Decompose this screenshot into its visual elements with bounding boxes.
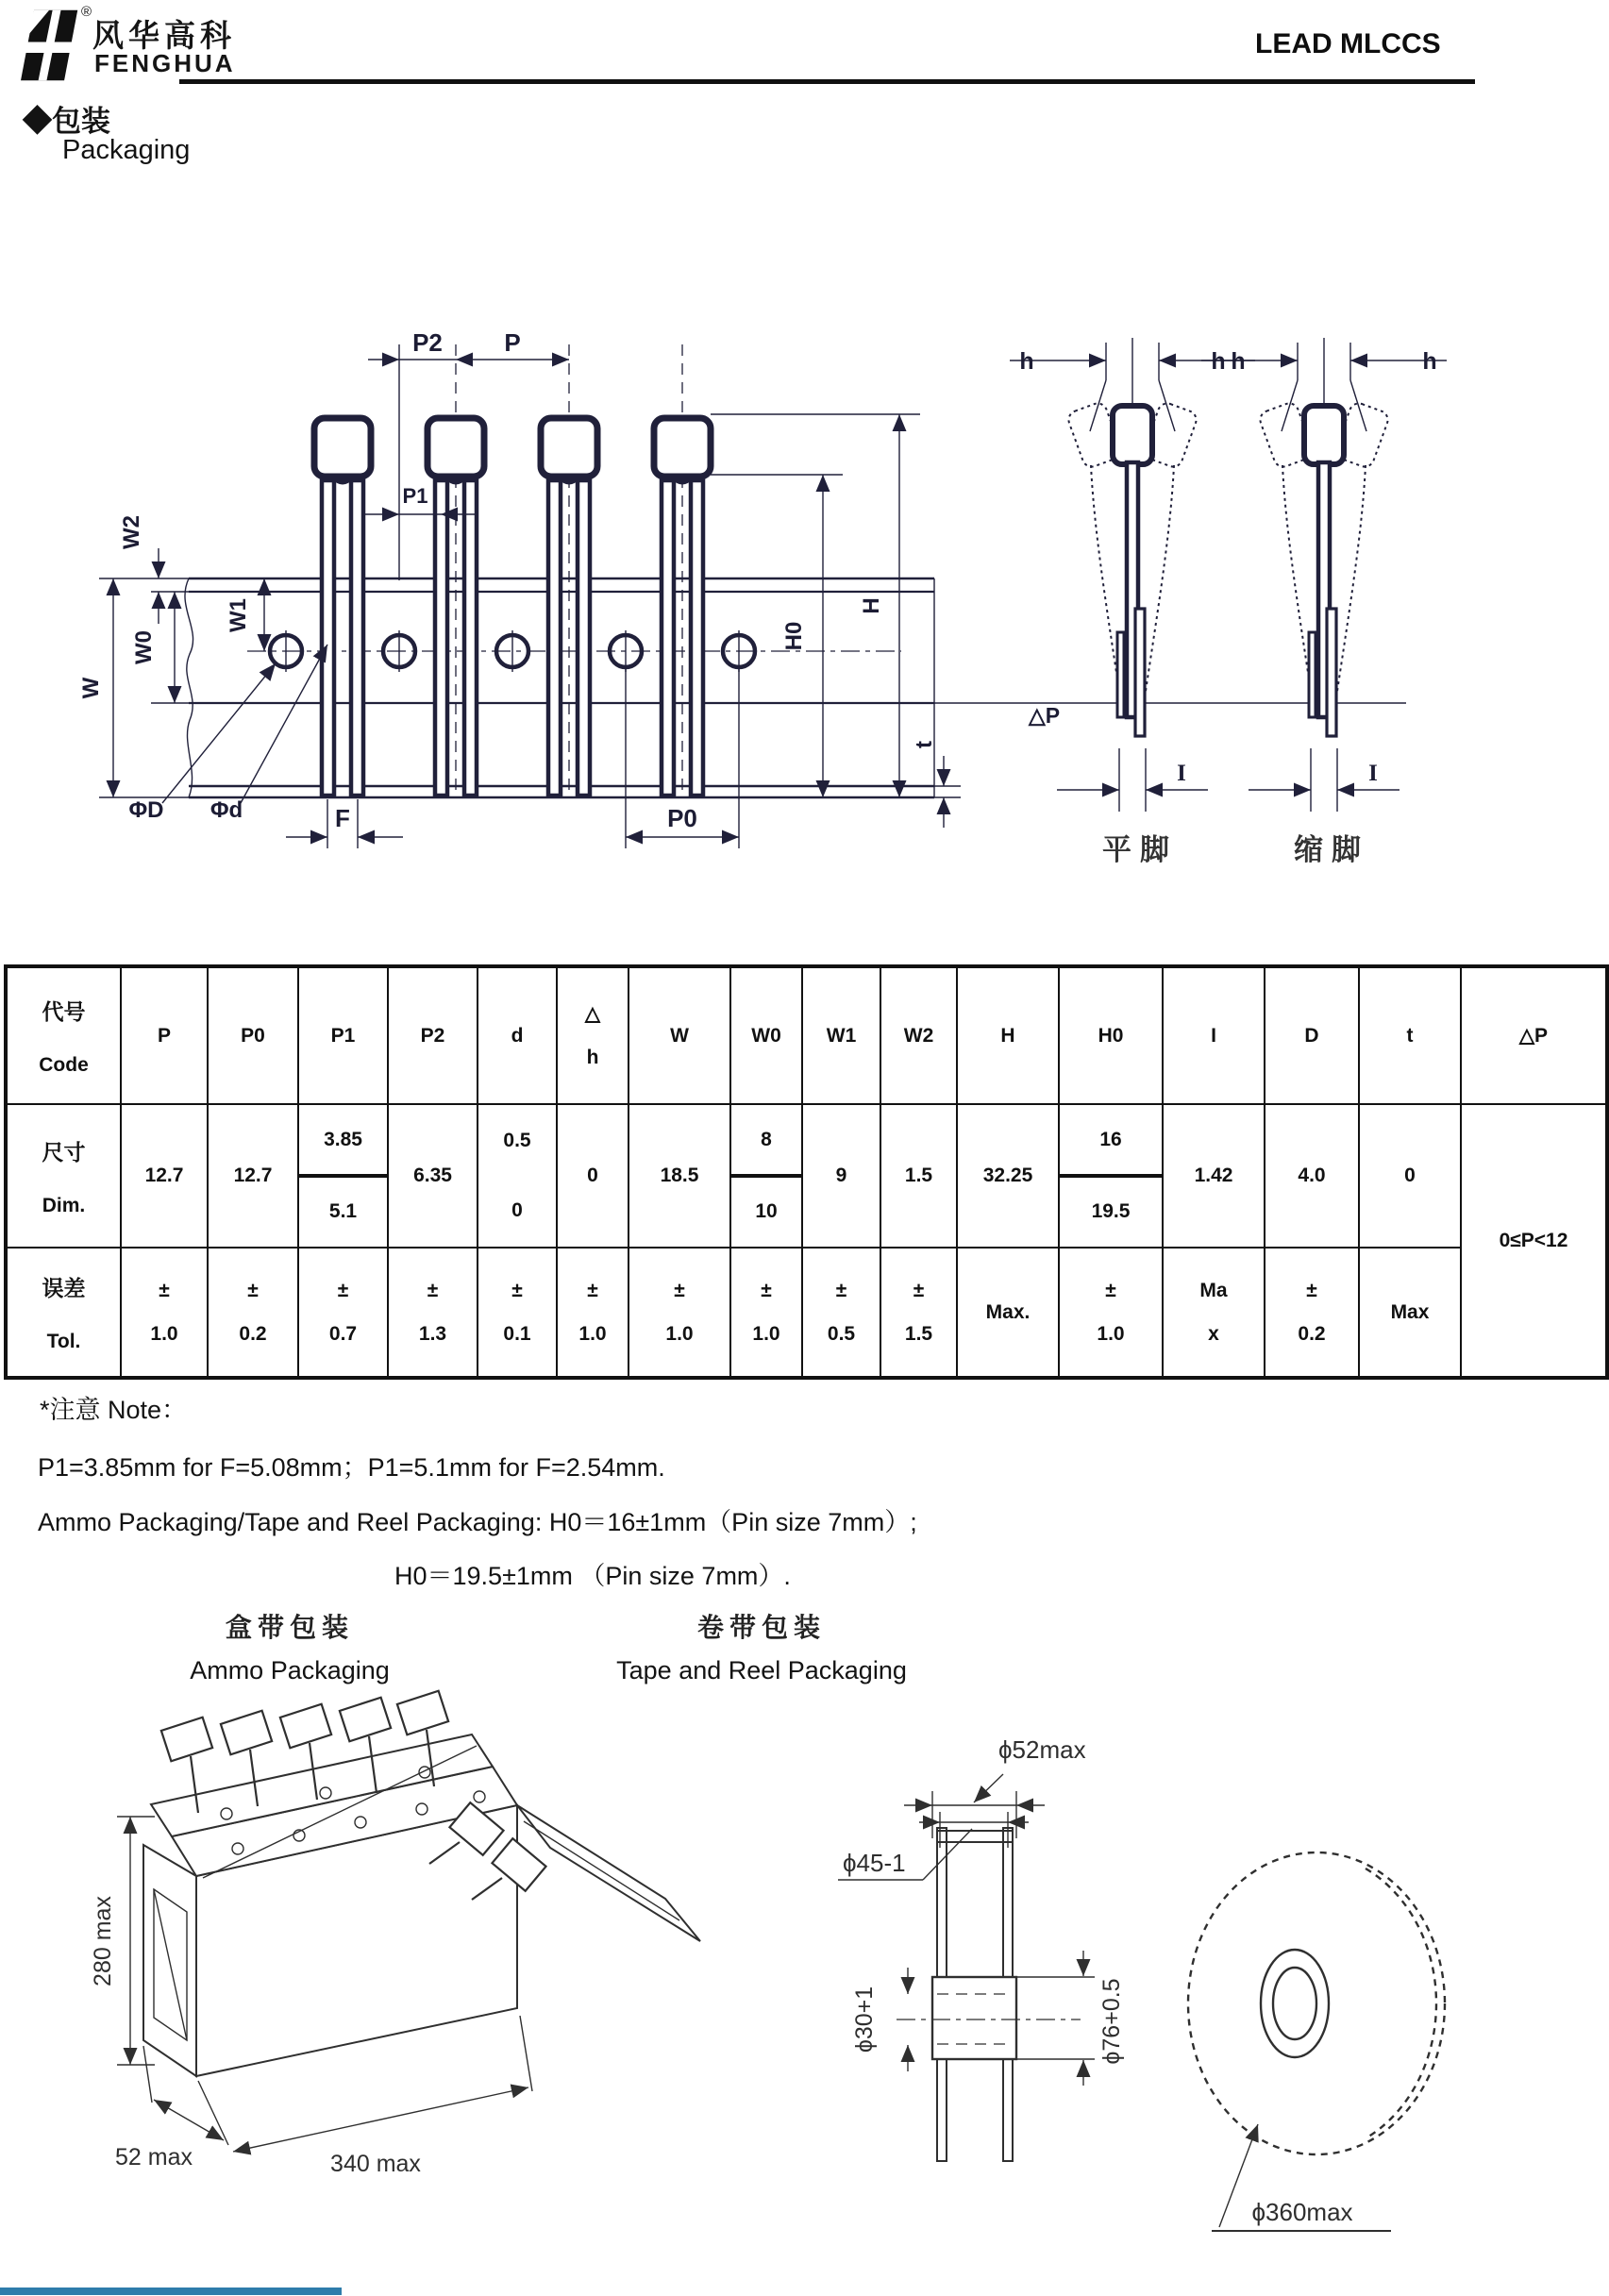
th-code xyxy=(6,966,121,1104)
dim-label-P0: P0 xyxy=(667,804,697,832)
td-tol-P0 xyxy=(208,1248,298,1378)
fenghua-logo-icon xyxy=(21,8,79,83)
td-dim-d xyxy=(478,1104,557,1248)
td-dim-P0: 12.7 xyxy=(208,1104,298,1248)
footer-accent-bar xyxy=(0,2288,342,2295)
tol-sign: ± xyxy=(835,1279,847,1301)
th-dh xyxy=(557,966,629,1104)
tol-val-P2: 1.3 xyxy=(418,1322,447,1345)
th-code-zh: 代号 xyxy=(42,999,86,1024)
td-dim-W0-top: 8 xyxy=(761,1129,772,1150)
td-dim-W: 18.5 xyxy=(629,1104,730,1248)
td-tol-I xyxy=(1163,1248,1265,1378)
reel-title-zh: 卷带包装 xyxy=(696,1613,826,1642)
header-rule xyxy=(179,79,1475,84)
th-dP: △P xyxy=(1461,966,1607,1104)
td-dim-d-top: 0.5 xyxy=(503,1130,531,1151)
td-tol-label xyxy=(6,1248,121,1378)
th-I: I xyxy=(1163,966,1265,1104)
dim-label-H: H xyxy=(859,597,884,614)
tol-val-P1: 0.7 xyxy=(328,1322,358,1345)
th-H0: H0 xyxy=(1059,966,1163,1104)
tol-sign: ± xyxy=(1105,1279,1116,1301)
lead-profile-kinked xyxy=(1201,338,1447,812)
td-dim-P1-bottom: 5.1 xyxy=(299,1174,387,1246)
dim-label-W: W xyxy=(78,677,104,699)
registered-mark: ® xyxy=(81,4,92,20)
taped-components xyxy=(314,418,711,796)
td-dim-W2: 1.5 xyxy=(880,1104,957,1248)
tol-sign: ± xyxy=(913,1279,925,1301)
td-dim-dh: 0 xyxy=(557,1104,629,1248)
th-W0: W0 xyxy=(730,966,802,1104)
dimension-table-wrap xyxy=(4,964,1609,1380)
tol-sign: ± xyxy=(511,1279,523,1301)
td-tol-dh xyxy=(557,1248,629,1378)
td-dim-P1-top: 3.85 xyxy=(324,1129,362,1150)
dim-label-h2: h xyxy=(1231,348,1246,375)
dim-label-h4: h xyxy=(1422,348,1437,375)
dimension-table xyxy=(4,964,1609,1380)
note-line1: P1=3.85mm for F=5.08mm；P1=5.1mm for F=2.54mm. xyxy=(38,1453,665,1482)
td-dim-W0-bottom: 10 xyxy=(731,1174,801,1246)
note-title: *注意 Note： xyxy=(40,1396,188,1424)
td-dim-H: 32.25 xyxy=(957,1104,1059,1248)
brand-name-en: FENGHUA xyxy=(94,49,236,77)
tol-val-W2: 1.5 xyxy=(904,1322,933,1345)
reel-dim-tape-od: ϕ52max xyxy=(998,1735,1086,1764)
td-dim-W1: 9 xyxy=(802,1104,880,1248)
dim-label-phi-D: ΦD xyxy=(128,797,164,823)
dim-label-delta-P: △P xyxy=(1029,703,1061,728)
td-dim-P1 xyxy=(298,1104,388,1248)
dim-label-W0: W0 xyxy=(131,630,157,664)
dim-label-H0: H0 xyxy=(781,621,807,651)
td-dP-range: 0≤P<12 xyxy=(1461,1104,1607,1378)
td-tol-W xyxy=(629,1248,730,1378)
td-tol-H0 xyxy=(1059,1248,1163,1378)
dim-label-P1: P1 xyxy=(402,484,428,508)
td-dim-H0-top: 16 xyxy=(1099,1129,1122,1150)
doc-title: LEAD MLCCS xyxy=(1255,28,1441,59)
tol-val-W1: 0.5 xyxy=(827,1322,856,1345)
th-dh-top: △ xyxy=(584,1003,601,1025)
td-tol-t: Max xyxy=(1359,1248,1461,1378)
reel-dim-od: ϕ360max xyxy=(1251,2198,1353,2226)
td-tol-W0 xyxy=(730,1248,802,1378)
td-tol-H: Max. xyxy=(957,1248,1059,1378)
tol-val-P0: 0.2 xyxy=(239,1322,267,1345)
td-tol-label-en: Tol. xyxy=(46,1331,81,1352)
td-dim-I: 1.42 xyxy=(1163,1104,1265,1248)
component-centerlines xyxy=(456,344,682,794)
reel-title-en: Tape and Reel Packaging xyxy=(616,1656,907,1684)
tol-sign: ± xyxy=(587,1279,598,1301)
dim-label-h3: h xyxy=(1211,348,1226,375)
td-dim-P: 12.7 xyxy=(121,1104,208,1248)
dim-label-I2: I xyxy=(1368,761,1378,786)
reel-dim-45: ϕ45-1 xyxy=(843,1849,906,1877)
tol-val-d: 0.1 xyxy=(503,1322,531,1345)
note-line2: Ammo Packaging/Tape and Reel Packaging: H0＝16±1mm（Pin size 7mm）; xyxy=(38,1508,917,1536)
td-tol-W1 xyxy=(802,1248,880,1378)
th-H: H xyxy=(957,966,1059,1104)
reel-drawing xyxy=(838,1774,1445,2231)
dim-label-h1: h xyxy=(1019,348,1034,375)
tol-val-D: 0.2 xyxy=(1298,1322,1326,1345)
ammo-box-drawing xyxy=(117,1691,700,2152)
th-code-en: Code xyxy=(39,1054,89,1076)
th-P1: P1 xyxy=(298,966,388,1104)
tol-sign: ± xyxy=(674,1279,685,1301)
lead-profile-flat xyxy=(1010,338,1255,812)
td-dim-label-zh: 尺寸 xyxy=(42,1139,86,1165)
td-dim-label xyxy=(6,1104,121,1248)
td-tol-W2 xyxy=(880,1248,957,1378)
tol-sign: ± xyxy=(247,1279,259,1301)
td-dim-t: 0 xyxy=(1359,1104,1461,1248)
td-tol-P2 xyxy=(388,1248,478,1378)
dim-label-I1: I xyxy=(1177,761,1186,786)
dim-label-P: P xyxy=(504,328,521,357)
th-W2: W2 xyxy=(880,966,957,1104)
tol-sign: ± xyxy=(159,1279,170,1301)
table-dim-row xyxy=(6,1104,1607,1248)
td-dim-H0-bottom: 19.5 xyxy=(1060,1174,1162,1246)
dim-label-F: F xyxy=(335,804,350,832)
ammo-title-en: Ammo Packaging xyxy=(190,1656,390,1684)
reel-dim-hub: ϕ76+0.5 xyxy=(1098,1978,1125,2065)
tol-sign: ± xyxy=(337,1279,349,1301)
dim-label-phi-d: Φd xyxy=(210,797,243,823)
note-line3: H0＝19.5±1mm （Pin size 7mm）. xyxy=(394,1562,791,1590)
reel-dim-bore: ϕ30+1 xyxy=(851,1986,878,2053)
reel-front-view xyxy=(1188,1852,1445,2154)
th-t: t xyxy=(1359,966,1461,1104)
dim-label-W1: W1 xyxy=(226,598,251,632)
td-tol-D xyxy=(1265,1248,1359,1378)
td-dim-label-en: Dim. xyxy=(42,1194,86,1216)
tol-val-P: 1.0 xyxy=(150,1322,178,1345)
th-dh-bottom: h xyxy=(586,1047,599,1068)
td-dim-W0 xyxy=(730,1104,802,1248)
td-tol-label-zh: 误差 xyxy=(42,1276,86,1300)
tol-I-bottom: x xyxy=(1208,1322,1219,1345)
tol-val-W: 1.0 xyxy=(665,1322,694,1345)
table-header-row xyxy=(6,966,1607,1104)
th-P2: P2 xyxy=(388,966,478,1104)
th-D: D xyxy=(1265,966,1359,1104)
dimension-lines xyxy=(113,344,961,848)
tol-val-dh: 1.0 xyxy=(578,1322,607,1345)
td-tol-d xyxy=(478,1248,557,1378)
caption-kinked-foot: 缩脚 xyxy=(1294,833,1369,866)
th-W1: W1 xyxy=(802,966,880,1104)
dim-label-t: t xyxy=(912,741,937,748)
caption-flat-foot: 平脚 xyxy=(1102,833,1178,866)
tol-val-W0: 1.0 xyxy=(752,1322,780,1345)
dim-label-P2: P2 xyxy=(412,328,443,357)
ammo-dim-width: 340 max xyxy=(330,2151,421,2177)
ammo-dim-depth: 52 max xyxy=(115,2144,193,2170)
dim-label-W2: W2 xyxy=(119,515,144,549)
th-P0: P0 xyxy=(208,966,298,1104)
section-title-en: Packaging xyxy=(62,135,191,165)
tol-I-top: Ma xyxy=(1199,1279,1228,1301)
ammo-dim-height: 280 max xyxy=(90,1896,116,1986)
tape-packaging-diagram xyxy=(0,203,1609,948)
th-P: P xyxy=(121,966,208,1104)
th-d: d xyxy=(478,966,557,1104)
td-tol-P xyxy=(121,1248,208,1378)
tol-sign: ± xyxy=(427,1279,439,1301)
tol-sign: ± xyxy=(761,1279,772,1301)
table-tol-row xyxy=(6,1248,1607,1378)
carrier-tape xyxy=(99,578,934,797)
td-dim-H0 xyxy=(1059,1104,1163,1248)
tol-val-H0: 1.0 xyxy=(1097,1322,1125,1345)
section-title-zh: ◆包装 xyxy=(23,105,110,138)
td-dim-d-bottom: 0 xyxy=(511,1199,523,1221)
packaging-forms-diagram xyxy=(0,1604,1609,2296)
brand-name-zh: 风华高科 xyxy=(92,18,236,53)
th-W: W xyxy=(629,966,730,1104)
td-dim-D: 4.0 xyxy=(1265,1104,1359,1248)
ammo-title-zh: 盒带包装 xyxy=(225,1613,354,1642)
tol-sign: ± xyxy=(1306,1279,1317,1301)
td-dim-P2: 6.35 xyxy=(388,1104,478,1248)
td-tol-P1 xyxy=(298,1248,388,1378)
